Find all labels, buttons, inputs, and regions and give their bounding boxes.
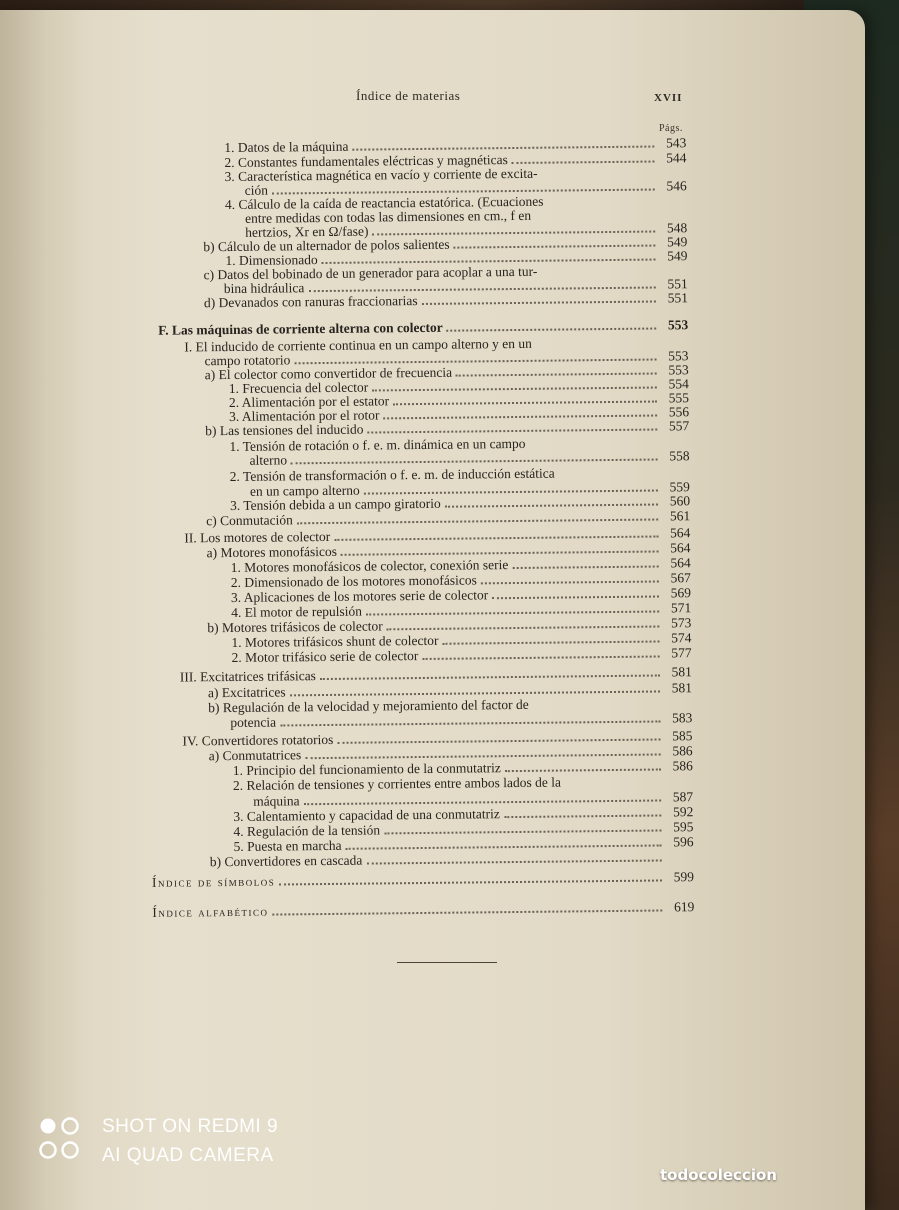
toc-entry-page: 549 xyxy=(661,248,687,263)
toc-entry-label: b) Regulación de la velocidad y mejoramiento del factor de xyxy=(208,697,529,715)
dot-leader xyxy=(447,328,657,332)
toc-entry-label: c) Datos del bobinado de un generador para acoplar a una tur- xyxy=(204,264,538,282)
toc-entry-label: III. Excitatrices trifásicas xyxy=(180,668,316,684)
toc-entry-page: 561 xyxy=(664,508,690,523)
toc-entry-page: 553 xyxy=(663,362,689,377)
site-logo xyxy=(660,1166,777,1184)
toc-entry-label: a) Excitatrices xyxy=(208,684,286,700)
toc-entry-page: 557 xyxy=(663,418,689,433)
toc-entry-page: 543 xyxy=(660,135,686,150)
site-logo-text: todocoleccion xyxy=(660,1166,777,1184)
toc-entry-label: d) Devanados con ranuras fraccionarias xyxy=(204,293,418,310)
toc-entry-page: 586 xyxy=(667,743,693,758)
toc-entry-page: 583 xyxy=(666,710,692,725)
toc-entry-page: 553 xyxy=(662,317,688,332)
toc-entry-page: 558 xyxy=(663,448,689,463)
toc-entry-page: 585 xyxy=(666,728,692,743)
toc-entry-page: 564 xyxy=(664,525,690,540)
toc-entry-page: 549 xyxy=(661,234,687,249)
toc-entry-page: 596 xyxy=(668,834,694,849)
dot-leader xyxy=(279,879,662,885)
toc-entry-label: 5. Puesta en marcha xyxy=(234,838,342,854)
toc-entry-page: 571 xyxy=(665,600,691,615)
toc-entry-page: 555 xyxy=(663,390,689,405)
toc-entry-page: 587 xyxy=(667,789,693,804)
toc-entry-label: 2. Tensión de transformación o f. e. m. de inducción estática xyxy=(230,466,555,484)
toc-entry-label: 1. Principio del funcionamiento de la conmutatriz xyxy=(233,760,501,778)
toc-entry-page: 559 xyxy=(664,479,690,494)
toc-entry-label: Índice de símbolos xyxy=(152,874,275,890)
toc-entry-page: 586 xyxy=(667,758,693,773)
toc-entry-label: F. Las máquinas de corriente alterna con colector xyxy=(158,320,443,338)
toc-entry-page: 564 xyxy=(665,555,691,570)
toc-entry-page: 556 xyxy=(663,404,689,419)
toc-entry-page: 548 xyxy=(661,220,687,235)
toc-entry-label: II. Los motores de colector xyxy=(184,529,330,546)
toc-entry-label: 1. Motores trifásicos shunt de colector xyxy=(231,633,438,650)
toc-entry-page: 564 xyxy=(664,540,690,555)
toc-entry-label: 1. Dimensionado xyxy=(225,252,317,268)
toc-entry-label: b) Cálculo de un alternador de polos salientes xyxy=(203,237,449,255)
toc-entry-label: campo rotatorio xyxy=(204,352,290,368)
dot-leader xyxy=(512,566,658,570)
end-rule xyxy=(397,962,497,963)
toc-entry-page: 574 xyxy=(665,630,691,645)
toc-entry-label: 1. Datos de la máquina xyxy=(224,139,348,155)
toc-entry-label: 3. Alimentación por el rotor xyxy=(229,407,379,424)
toc-entry-page: 581 xyxy=(666,680,692,695)
toc-entry-label: 4. El motor de repulsión xyxy=(231,604,362,620)
dot-leader xyxy=(505,768,661,772)
toc-entry xyxy=(232,644,692,665)
toc-entry-label: entre medidas con todas las dimensiones en cm., f en xyxy=(245,208,531,226)
toc-entry-page: 595 xyxy=(667,819,693,834)
dot-leader xyxy=(422,655,659,659)
toc-entry-page: 577 xyxy=(666,645,692,660)
toc-entry-page: 599 xyxy=(668,869,694,884)
toc-entry-page: 619 xyxy=(668,899,694,914)
toc-entry-page: 546 xyxy=(661,178,687,193)
toc-index-alphabetic xyxy=(152,898,694,920)
toc-entry-page: 560 xyxy=(664,493,690,508)
toc-entry-page: 581 xyxy=(666,664,692,679)
camera-lens-icon xyxy=(38,1116,82,1162)
toc-entry-label: a) Conmutatrices xyxy=(209,747,302,763)
toc-entry-label: 2. Motor trifásico serie de colector xyxy=(232,648,419,665)
toc-index-symbols xyxy=(152,868,694,890)
toc-entry-label: 3. Tensión debida a un campo giratorio xyxy=(230,496,441,513)
toc-entry-label: hertzios, Xr en Ω/fase) xyxy=(245,224,368,240)
toc-entry-label: 3. Calentamiento y capacidad de una conmutatriz xyxy=(233,806,500,824)
toc-entry-label: Índice alfabético xyxy=(152,904,268,920)
dot-leader xyxy=(492,596,659,600)
dot-leader xyxy=(367,429,657,434)
watermark-line-2: AI QUAD CAMERA xyxy=(102,1141,278,1170)
toc-entry-page: 553 xyxy=(662,348,688,363)
dot-leader xyxy=(280,720,660,726)
toc-entry xyxy=(230,709,692,730)
toc-entry-label: a) Motores monofásicos xyxy=(206,544,337,560)
toc-entry-label: 1. Motores monofásicos de colector, conexión serie xyxy=(231,557,509,575)
toc-entry-page: 569 xyxy=(665,585,691,600)
page-numeral: XVII xyxy=(654,92,682,104)
dot-leader xyxy=(273,909,663,915)
toc-entry-label: máquina xyxy=(253,793,300,808)
toc-entry-page: 592 xyxy=(667,804,693,819)
toc-entry-page: 551 xyxy=(662,276,688,291)
toc-entry-label: 2. Alimentación por el estator xyxy=(229,393,389,410)
toc-entry-label: 3. Característica magnética en vacío y corriente de excita- xyxy=(225,166,538,184)
toc-entry-label: 4. Regulación de la tensión xyxy=(233,822,380,839)
toc-entry-page: 554 xyxy=(663,376,689,391)
watermark-line-1: SHOT ON REDMI 9 xyxy=(102,1112,278,1141)
dot-leader xyxy=(504,814,661,818)
dot-leader xyxy=(297,519,658,525)
toc-entry-label: a) El colector como convertidor de frecuencia xyxy=(205,365,453,383)
toc-entry-label: IV. Convertidores rotatorios xyxy=(182,732,333,749)
toc-entry-page: 551 xyxy=(662,290,688,305)
toc-entry-label: bina hidráulica xyxy=(224,280,305,296)
toc-entry-label: potencia xyxy=(230,715,276,730)
toc-entry-label: 3. Aplicaciones de los motores serie de colector xyxy=(231,587,488,605)
dot-leader xyxy=(422,301,656,305)
toc-entry-page: 573 xyxy=(665,615,691,630)
toc-entry-label: en un campo alterno xyxy=(250,483,360,499)
toc-entry-page: 567 xyxy=(665,570,691,585)
toc-entry-label: b) Convertidores en cascada xyxy=(210,853,363,870)
toc-entry-label: 2. Relación de tensiones y corrientes entre ambos lados de la xyxy=(233,775,561,793)
running-header-title: Índice de materias xyxy=(356,88,460,104)
toc-entry-label: b) Las tensiones del inducido xyxy=(205,422,363,439)
toc-entry-label: c) Conmutación xyxy=(206,512,293,528)
toc-entry-label: ción xyxy=(245,183,268,198)
toc-entry-label: alterno xyxy=(249,452,287,467)
dot-leader xyxy=(366,859,661,864)
toc-entry-label: 2. Constantes fundamentales eléctricas y magnéticas xyxy=(224,152,508,170)
toc-entry-label: 1. Tensión de rotación o f. e. m. dinámica en un campo xyxy=(229,436,525,454)
toc-entry-label: I. El inducido de corriente continua en un campo alterno y en un xyxy=(184,336,532,355)
toc-entry-page: 544 xyxy=(660,150,686,165)
toc-entry-label: 4. Cálculo de la caída de reactancia estatórica. (Ecuaciones xyxy=(225,194,544,212)
toc-entry-label: 2. Dimensionado de los motores monofásicos xyxy=(231,572,477,590)
toc-entry-label: 1. Frecuencia del colector xyxy=(229,380,369,396)
pages-column-label: Págs. xyxy=(659,123,683,134)
toc-entry-label: b) Motores trifásicos de colector xyxy=(207,618,383,635)
